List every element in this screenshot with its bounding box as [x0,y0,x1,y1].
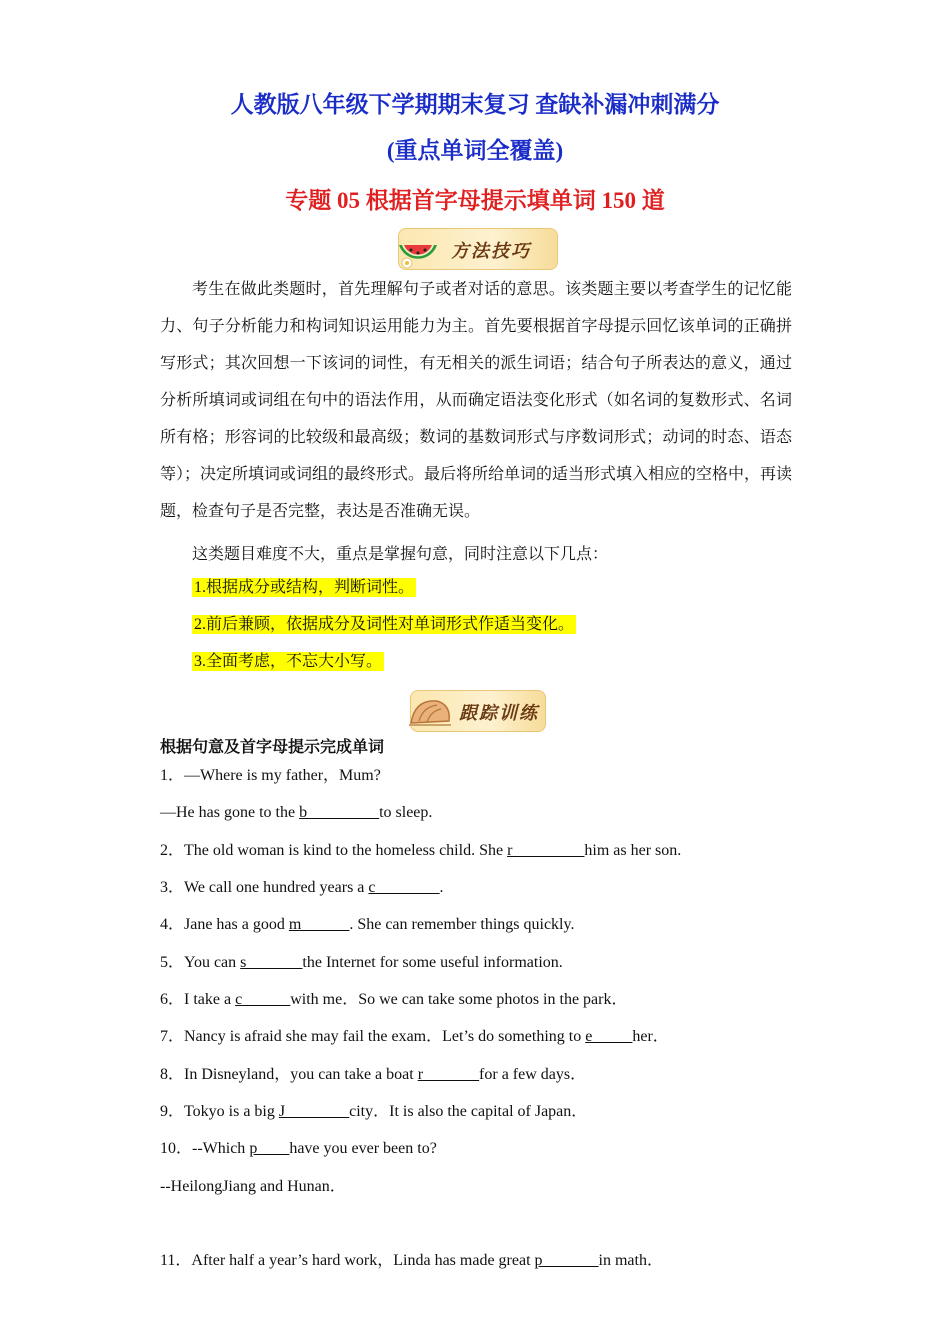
shell-icon [407,695,453,729]
title-line-3: 专题 05 根据首字母提示填单词 150 道 [285,188,665,213]
watermelon-icon [393,223,443,273]
tip-point-1: 1.根据成分或结构，判断词性。 [194,579,415,596]
question-line: 3．We call one hundred years a c________. [160,879,444,896]
practice-banner [410,690,546,732]
question-line: --HeilongJiang and Hunan． [160,1178,346,1195]
method-banner [398,228,558,270]
question-line: 9．Tokyo is a big J________city．It is also the capital of Japan． [160,1103,588,1120]
question-line: —He has gone to the b_________to sleep. [160,804,433,821]
method-banner-label: 方法技巧 [451,241,531,262]
title-line-2: (重点单词全覆盖) [386,138,564,163]
section-title: 根据句意及首字母提示完成单词 [160,737,385,756]
tip-point-2: 2.前后兼顾，依据成分及词性对单词形式作适当变化。 [194,616,575,633]
title-line-1: 人教版八年级下学期期末复习 查缺补漏冲刺满分 [230,92,720,117]
practice-banner-label: 跟踪训练 [459,703,539,724]
question-line: 4．Jane has a good m______. She can remember things quickly. [160,916,575,933]
question-line: 2．The old woman is kind to the homeless child. She r_________him as her son. [160,842,682,859]
intro-paragraph-1: 考生在做此类题时，首先理解句子或者对话的意思。该类题主要以考查学生的记忆能力、句子分析能力和构词知识运用能力为主。首先要根据首字母提示回忆该单词的正确拼写形式；其次回想一下该词的词性，有无相关的派生词语；结合句子所表达的意义，通过分析所填词或词组在句中的语法作用，从而确定语法变化形式（如名词的复数形式、名词所有格；形容词的比较级和最高级；数词的基数词形式与序数词形式；动词的时态、语态等）；决定所填词或词组的最终形式。最后将所给单词的适当形式填入相应的空格中，再读题，检查句子是否完整，表达是否准确无误。 [160,281,793,520]
question-line: 6．I take a c______with me．So we can take some photos in the park． [160,991,628,1008]
tip-point-3: 3.全面考虑，不忘大小写。 [194,653,383,670]
question-line: 8．In Disneyland，you can take a boat r_______for a few days． [160,1066,587,1083]
intro-paragraph-2: 这类题目难度不大，重点是掌握句意，同时注意以下几点： [192,546,609,563]
question-line: 10．--Which p____have you ever been to? [160,1140,437,1157]
question-line: 7．Nancy is afraid she may fail the exam．Let’s do something to e_____her． [160,1028,669,1045]
question-line: 1．—Where is my father，Mum? [160,767,381,784]
question-line: 11．After half a year’s hard work，Linda has made great p_______in math． [160,1252,663,1269]
question-line: 5．You can s_______the Internet for some useful information. [160,954,563,971]
